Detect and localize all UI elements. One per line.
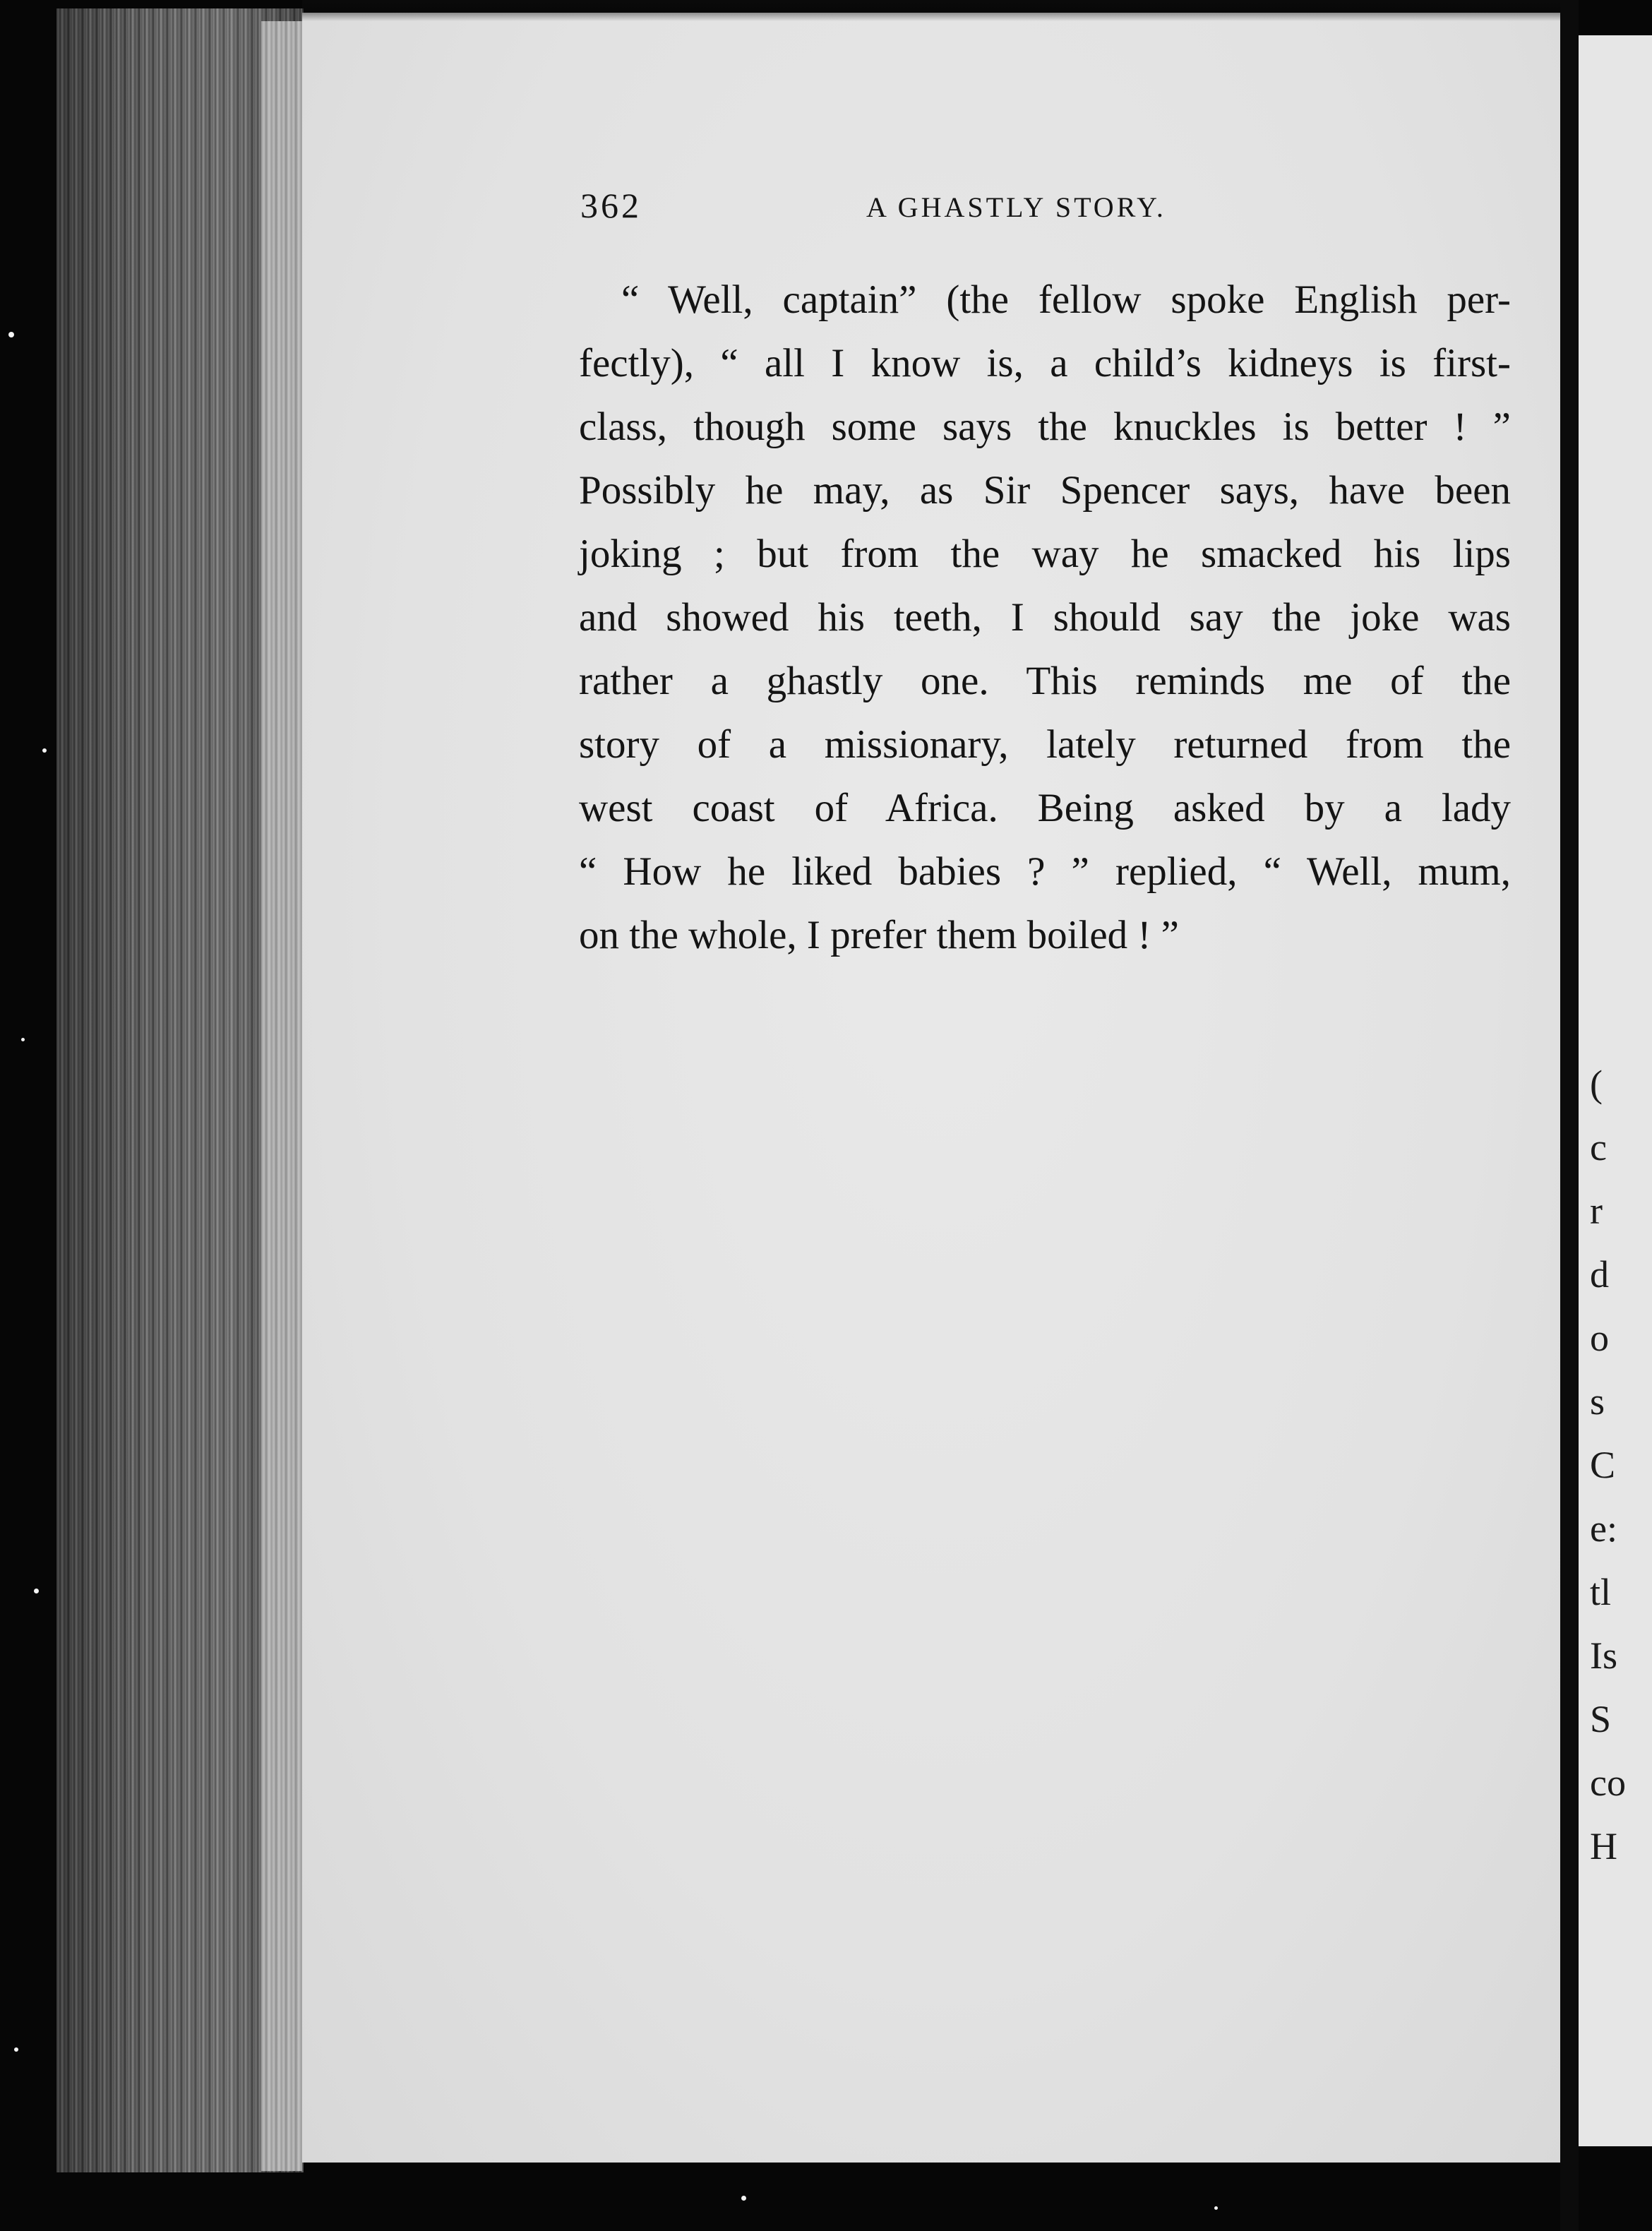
top-shadow	[302, 0, 1579, 21]
facing-fragment: co	[1590, 1762, 1626, 1804]
facing-fragment: S	[1590, 1698, 1612, 1740]
dust-speck	[8, 332, 14, 337]
running-title: A GHASTLY STORY.	[866, 191, 1166, 223]
page-edges-inner	[261, 21, 302, 2171]
facing-page-edge	[1579, 35, 1652, 2146]
dust-speck	[34, 1589, 39, 1593]
facing-fragment: tl	[1590, 1571, 1612, 1613]
text-line: class, though some says the knuckles is better ! ”	[579, 405, 1511, 449]
book-gutter	[1560, 0, 1579, 2231]
facing-fragment: d	[1590, 1253, 1609, 1296]
facing-page-text-fragments	[1590, 1052, 1626, 1878]
text-line: and showed his teeth, I should say the joke was	[579, 595, 1511, 640]
facing-fragment: C	[1590, 1444, 1616, 1486]
facing-fragment: Is	[1590, 1634, 1617, 1677]
text-line: west coast of Africa. Being asked by a lady	[579, 786, 1511, 830]
text-line: on the whole, I prefer them boiled ! ”	[579, 913, 1179, 957]
page-number: 362	[580, 186, 642, 225]
facing-fragment: r	[1590, 1190, 1603, 1232]
running-head	[580, 185, 1512, 227]
text-line: “ How he liked babies ? ” replied, “ Well, mum,	[579, 849, 1511, 894]
text-line: “ Well, captain” (the fellow spoke English per-	[621, 277, 1511, 322]
facing-fragment: o	[1590, 1317, 1609, 1359]
facing-fragment: e:	[1590, 1507, 1617, 1550]
text-line: joking ; but from the way he smacked his lips	[579, 532, 1511, 576]
dust-speck	[42, 748, 47, 753]
facing-fragment: s	[1590, 1380, 1605, 1423]
text-line: fectly), “ all I know is, a child’s kidneys is first-	[579, 341, 1511, 385]
facing-fragment: c	[1590, 1126, 1607, 1168]
dust-speck	[14, 2047, 18, 2052]
text-line: story of a missionary, lately returned from the	[579, 722, 1511, 767]
text-line: rather a ghastly one. This reminds me of the	[579, 659, 1511, 703]
facing-fragment: (	[1590, 1063, 1603, 1105]
text-line: Possibly he may, as Sir Spencer says, have been	[579, 468, 1511, 513]
dust-speck	[741, 2196, 746, 2201]
facing-fragment: H	[1590, 1825, 1617, 1867]
body-paragraph	[579, 268, 1511, 967]
dust-speck	[1214, 2206, 1218, 2210]
dust-speck	[21, 1038, 25, 1041]
